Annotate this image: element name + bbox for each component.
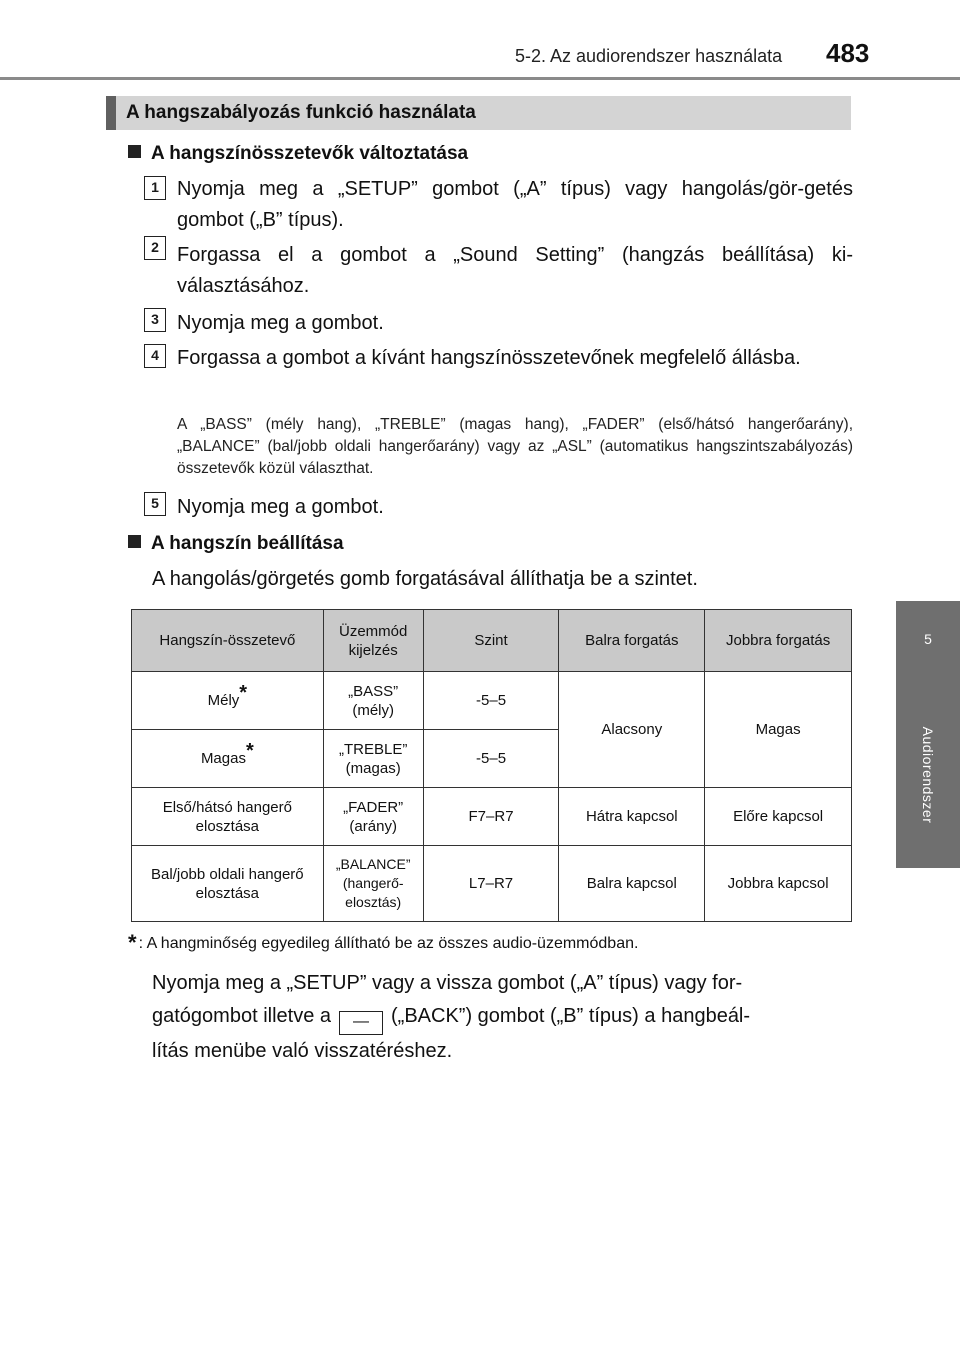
cell-component: Első/hátsó hangerő elosztása — [132, 788, 324, 846]
cell-mode: „BASS” (mély) — [323, 672, 423, 730]
cell-mode: „TREBLE” (magas) — [323, 730, 423, 788]
step-3-text: Nyomja meg a gombot. — [177, 312, 384, 334]
cell-level: F7–R7 — [423, 788, 559, 846]
footnote — [128, 930, 638, 956]
header-rule — [0, 77, 960, 80]
step-2-text: Forgassa el a gombot a „Sound Setting” (hangzás beállítása) ki-választásához. — [177, 244, 853, 297]
subheading-tone-setting — [128, 533, 344, 555]
header-component: Hangszín-összetevő — [132, 610, 324, 672]
table-row — [132, 846, 852, 922]
square-bullet-icon — [128, 145, 141, 158]
cell-level: L7–R7 — [423, 846, 559, 922]
cell-component: Magas* — [132, 730, 324, 788]
cell-turn-right: Előre kapcsol — [705, 788, 852, 846]
sound-settings-table — [131, 609, 852, 922]
chapter-tab — [896, 601, 960, 683]
step-4-text: Forgassa a gombot a kívánt hangszínösszetevőnek megfelelő állásba. — [177, 347, 801, 369]
step-badge-4: 4 — [144, 344, 166, 368]
step-badge-1: 1 — [144, 176, 166, 200]
cell-level: -5–5 — [423, 672, 559, 730]
cell-component: Mély* — [132, 672, 324, 730]
section-header — [106, 96, 851, 130]
header-title: 5-2. Az audiorendszer használata — [515, 46, 783, 66]
step-5-text: Nyomja meg a gombot. — [177, 496, 384, 518]
header-mode: Üzemmód kijelzés — [323, 610, 423, 672]
closing-line-3: lítás menübe való visszatéréshez. — [152, 1040, 453, 1062]
cell-level: -5–5 — [423, 730, 559, 788]
section-title: A hangszabályozás funkció használata — [126, 102, 476, 123]
closing-paragraph — [152, 967, 853, 1068]
subheading-change-components — [128, 143, 468, 165]
step-1-text: Nyomja meg a „SETUP” gombot („A” típus) vagy hangolás/gör-getés gombot („B” típus). — [177, 178, 853, 231]
table-row — [132, 672, 852, 730]
closing-line-1: Nyomja meg a „SETUP” vagy a vissza gombot („A” típus) vagy for- — [152, 972, 743, 994]
cell-turn-left-merged: Alacsony — [559, 672, 705, 788]
chapter-label: Audiorendszer — [920, 726, 936, 824]
header-turn-right: Jobbra forgatás — [705, 610, 852, 672]
closing-line-2: gatógombot illetve a — („BACK”) gombot („B” típus) a hangbeál- — [152, 1000, 853, 1035]
square-bullet-icon — [128, 535, 141, 548]
table-row — [132, 788, 852, 846]
table-header-row — [132, 610, 852, 672]
step-badge-3: 3 — [144, 308, 166, 332]
footnote-text: : A hangminőség egyedileg állítható be az összes audio-üzemmódban. — [138, 935, 639, 952]
back-button-icon: — — [339, 1011, 383, 1035]
chapter-number: 5 — [924, 631, 932, 647]
cell-turn-left: Balra kapcsol — [559, 846, 705, 922]
step-badge-2: 2 — [144, 236, 166, 260]
cell-mode: „BALANCE” (hangerő-elosztás) — [323, 846, 423, 922]
cell-component: Bal/jobb oldali hangerő elosztása — [132, 846, 324, 922]
header-turn-left: Balra forgatás — [559, 610, 705, 672]
cell-turn-right-merged: Magas — [705, 672, 852, 788]
cell-mode: „FADER” (arány) — [323, 788, 423, 846]
cell-turn-left: Hátra kapcsol — [559, 788, 705, 846]
page-number: 483 — [826, 38, 870, 68]
chapter-label-box — [896, 683, 960, 868]
step-4-note: A „BASS” (mély hang), „TREBLE” (magas hang), „FADER” (első/hátsó hangerőarány), „BALANCE” (bal/jobb oldali hangerőarány) vagy az „ASL” (automatikus hangszintszabályozás) összetevők közül választhat. — [177, 416, 853, 477]
header-level: Szint — [423, 610, 559, 672]
subheading-text: A hangszín beállítása — [151, 533, 344, 554]
step-badge-5: 5 — [144, 492, 166, 516]
footnote-star: * — [128, 930, 137, 955]
subheading-text: A hangszínösszetevők változtatása — [151, 143, 469, 164]
tone-setting-text: A hangolás/görgetés gomb forgatásával állíthatja be a szintet. — [152, 568, 698, 590]
cell-turn-right: Jobbra kapcsol — [705, 846, 852, 922]
